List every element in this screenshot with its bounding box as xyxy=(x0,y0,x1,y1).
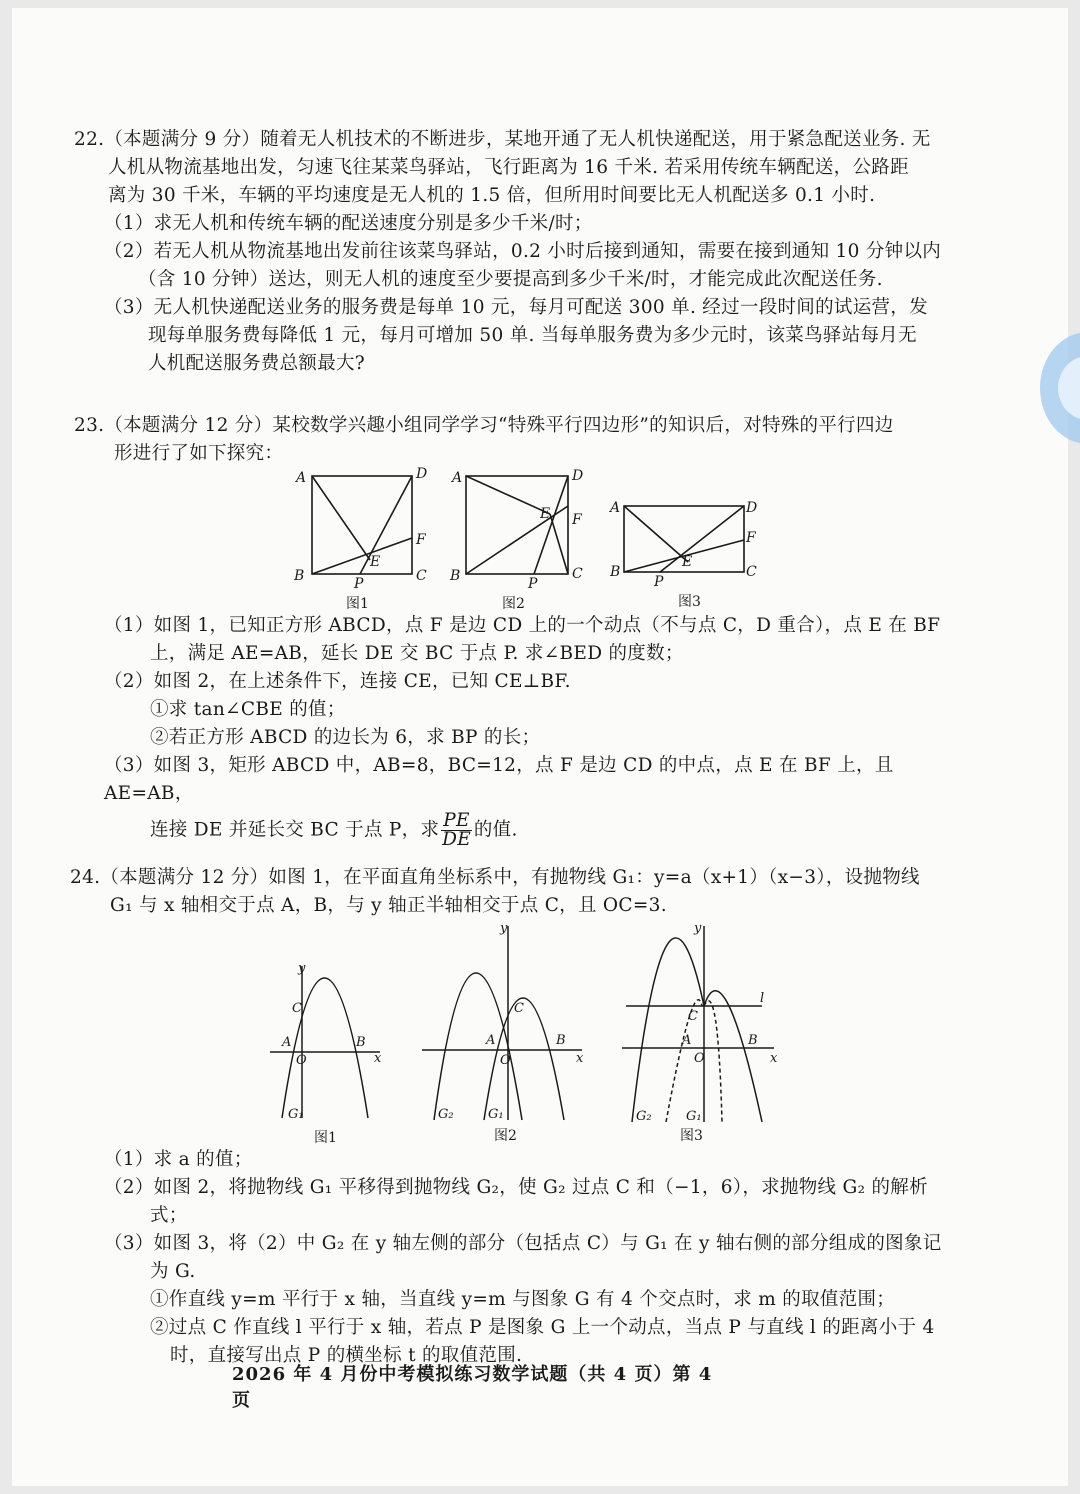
q23-part3-post: 的值. xyxy=(473,819,518,841)
q24-part1: （1）求 a 的值； xyxy=(104,1149,253,1170)
question-24 xyxy=(70,864,984,920)
g3-fig3-C: C xyxy=(688,1009,698,1024)
q23-figures xyxy=(290,462,780,614)
g2-fig2-x: x xyxy=(576,1051,584,1066)
g2-fig2-C: C xyxy=(514,1001,524,1016)
fraction-numerator: PE xyxy=(443,810,470,831)
q24-part3-line2: 为 G. xyxy=(150,1261,196,1282)
q24-figures xyxy=(262,916,792,1150)
q24-figure-2 xyxy=(422,926,582,1120)
g3-fig3-A: A xyxy=(682,1033,692,1048)
q24-stem-line1: 24.（本题满分 12 分）如图 1，在平面直角坐标系中，有抛物线 G₁：y=a（x+1）（x−3），设抛物线 xyxy=(70,867,920,888)
g1-fig1-O: O xyxy=(296,1053,307,1068)
fig1-label-C: C xyxy=(416,568,427,584)
q22-part1: （1）求无人机和传统车辆的配送速度分别是多少千米/时； xyxy=(104,213,593,234)
g2-fig2-G2: G₂ xyxy=(438,1107,454,1122)
q24-part3-item2-line2: 时，直接写出点 P 的横坐标 t 的取值范围. xyxy=(170,1345,523,1366)
q24-part3-item1: ①作直线 y=m 平行于 x 轴，当直线 y=m 与图象 G 有 4 个交点时，求 m 的取值范围； xyxy=(150,1289,896,1310)
q24-fig2-caption: 图2 xyxy=(494,1128,517,1144)
question-23-parts xyxy=(104,612,984,849)
q23-part2-item2: ②若正方形 ABCD 的边长为 6，求 BP 的长； xyxy=(150,727,541,748)
g1-fig1-B: B xyxy=(356,1035,366,1050)
fig3-label-A: A xyxy=(610,500,621,516)
q22-stem-line1: 22.（本题满分 9 分）随着无人机技术的不断进步，某地开通了无人机快递配送，用于紧急配送业务. 无 xyxy=(74,129,931,150)
q22-part3-line3: 人机配送服务费总额最大? xyxy=(148,353,366,374)
fig3-label-F: F xyxy=(746,530,756,546)
fig1-label-E: E xyxy=(370,554,381,570)
g3-fig3-B: B xyxy=(748,1033,758,1048)
q22-part3-line1: （3）无人机快递配送业务的服务费是每单 10 元，每月可配送 300 单. 经过一段时间的试运营，发 xyxy=(104,297,928,318)
q23-figure-2 xyxy=(466,476,568,574)
q23-stem-line1: 23.（本题满分 12 分）某校数学兴趣小组同学学习“特殊平行四边形”的知识后，对特殊的平行四边 xyxy=(74,415,894,436)
g2-fig2-y: y xyxy=(500,921,508,936)
g3-fig3-y: y xyxy=(694,921,702,936)
fig1-label-P: P xyxy=(354,576,364,592)
g1-fig1-y: y xyxy=(298,961,306,976)
q24-fig1-caption: 图1 xyxy=(314,1130,337,1146)
fig1-caption: 图1 xyxy=(346,596,369,612)
q23-part1-line1: （1）如图 1，已知正方形 ABCD，点 F 是边 CD 上的一个动点（不与点 C，D 重合），点 E 在 BF xyxy=(104,615,941,636)
q22-stem-line3: 离为 30 千米，车辆的平均速度是无人机的 1.5 倍，但所用时间要比无人机配送多 0.1 小时. xyxy=(108,185,876,206)
g1-fig1-A: A xyxy=(282,1035,292,1050)
fig3-label-C: C xyxy=(746,564,757,580)
q23-part3-line1: （3）如图 3，矩形 ABCD 中，AB=8，BC=12，点 F 是边 CD 的中点，点 E 在 BF 上，且 AE=AB， xyxy=(104,755,894,804)
q23-figure-1 xyxy=(312,476,412,574)
fig1-label-D: D xyxy=(416,466,428,482)
fig1-label-B: B xyxy=(294,568,305,584)
fraction-denominator: DE xyxy=(442,829,472,850)
g2-fig2-O: O xyxy=(500,1053,511,1068)
g3-fig3-x: x xyxy=(770,1051,778,1066)
q23-part3-pre: 连接 DE 并延长交 BC 于点 P，求 xyxy=(150,819,440,841)
q24-fig3-caption: 图3 xyxy=(680,1128,703,1144)
q22-part2-line2: （含 10 分钟）送达，则无人机的速度至少要提高到多少千米/时，才能完成此次配送任务. xyxy=(138,269,883,290)
g1-fig1-G1: G₁ xyxy=(288,1107,304,1122)
g1-fig1-x: x xyxy=(374,1051,382,1066)
fig2-label-P: P xyxy=(528,576,538,592)
g2-fig2-B: B xyxy=(556,1033,566,1048)
q24-part3-item2-line1: ②过点 C 作直线 l 平行于 x 轴，若点 P 是图象 G 上一个动点，当点 P 与直线 l 的距离小于 4 xyxy=(150,1317,935,1338)
fig1-label-A: A xyxy=(296,470,307,486)
fig3-caption: 图3 xyxy=(678,594,701,610)
fig3-label-B: B xyxy=(610,564,621,580)
question-22 xyxy=(74,126,984,378)
q23-part1-line2: 上，满足 AE=AB，延长 DE 交 BC 于点 P. 求∠BED 的度数； xyxy=(150,643,684,664)
q22-part2-line1: （2）若无人机从物流基地出发前往该菜鸟驿站，0.2 小时后接到通知，需要在接到通知 10 分钟以内 xyxy=(104,241,942,262)
q24-figure-3 xyxy=(622,926,774,1122)
fig2-label-C: C xyxy=(572,566,583,582)
q24-part2-line2: 式； xyxy=(150,1205,188,1226)
g3-fig3-G1: G₁ xyxy=(686,1109,702,1124)
page-footer: 2026 年 4 月份中考模拟练习数学试题（共 4 页）第 4 页 xyxy=(232,1364,713,1411)
g1-fig1-C: C xyxy=(292,1001,302,1016)
q23-stem-line2: 形进行了如下探究： xyxy=(114,443,284,464)
question-24-parts xyxy=(104,1146,984,1370)
g3-fig3-G2: G₂ xyxy=(636,1109,652,1124)
fig2-label-A: A xyxy=(452,470,463,486)
q23-part3-line2 xyxy=(104,812,984,849)
q24-part3-line1: （3）如图 3，将（2）中 G₂ 在 y 轴左侧的部分（包括点 C）与 G₁ 在 y 轴右侧的部分组成的图象记 xyxy=(104,1233,942,1254)
fig3-label-E: E xyxy=(682,554,693,570)
g3-fig3-l: l xyxy=(760,991,765,1006)
fig3-label-D: D xyxy=(746,500,758,516)
q22-stem-line2: 人机从物流基地出发，匀速飞往某菜鸟驿站，飞行距离为 16 千米. 若采用传统车辆配送，公路距 xyxy=(108,157,909,178)
fig2-label-F: F xyxy=(572,512,582,528)
q23-part2-item1: ①求 tan∠CBE 的值； xyxy=(150,699,346,720)
q23-part2: （2）如图 2，在上述条件下，连接 CE，已知 CE⊥BF. xyxy=(104,671,571,692)
fig1-label-F: F xyxy=(416,532,426,548)
question-23 xyxy=(74,412,984,468)
fig2-label-E: E xyxy=(540,506,551,522)
q24-part2-line1: （2）如图 2，将抛物线 G₁ 平移得到抛物线 G₂，使 G₂ 过点 C 和（−1，6），求抛物线 G₂ 的解析 xyxy=(104,1177,928,1198)
fraction-pe-de xyxy=(441,812,472,849)
fig2-label-D: D xyxy=(572,468,584,484)
fig2-label-B: B xyxy=(450,568,461,584)
q22-part3-line2: 现每单服务费每降低 1 元，每月可增加 50 单. 当每单服务费为多少元时，该菜鸟驿站每月无 xyxy=(148,325,917,346)
g3-fig3-O: O xyxy=(694,1051,705,1066)
fig2-caption: 图2 xyxy=(502,596,525,612)
q24-stem-line2: G₁ 与 x 轴相交于点 A，B，与 y 轴正半轴相交于点 C，且 OC=3. xyxy=(110,895,667,916)
g2-fig2-A: A xyxy=(486,1033,496,1048)
fig3-label-P: P xyxy=(654,574,664,590)
g2-fig2-G1: G₁ xyxy=(488,1107,504,1122)
